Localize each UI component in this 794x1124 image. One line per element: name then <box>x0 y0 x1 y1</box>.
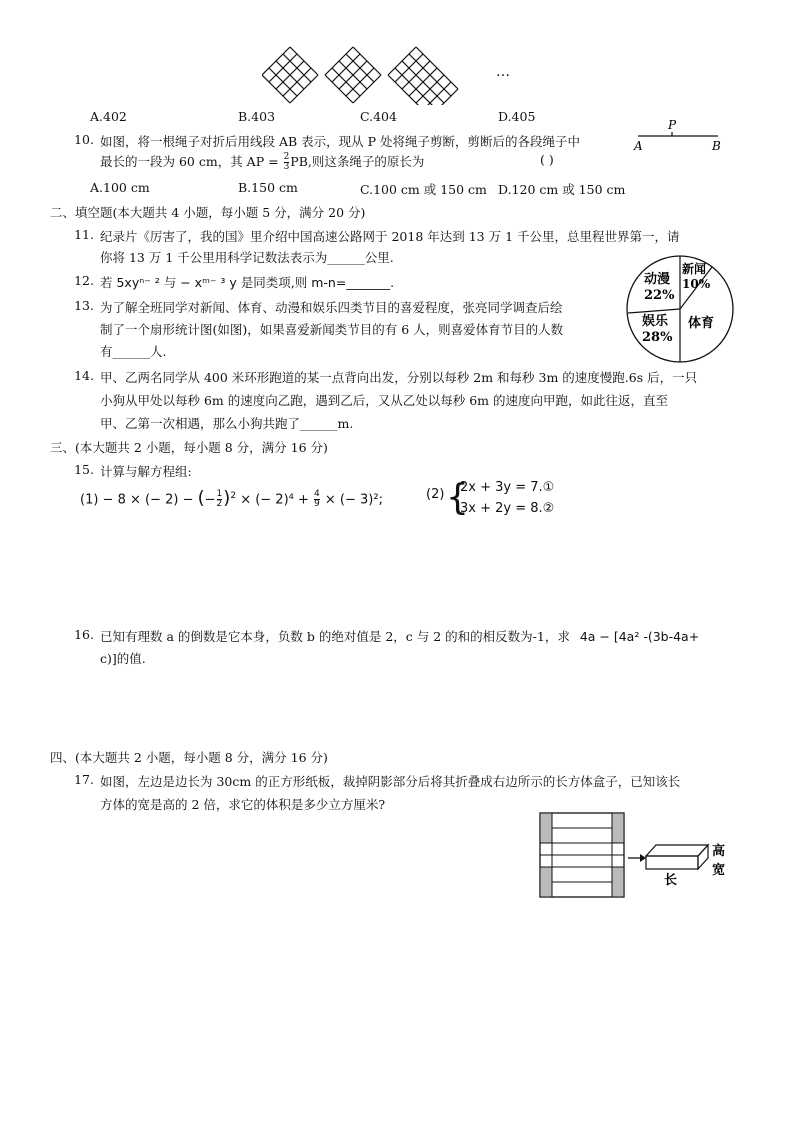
q15-minus: − <box>204 492 216 508</box>
section-4-title: 四、(本大题共 2 小题，每小题 8 分，满分 16 分) <box>50 750 328 765</box>
label-b: B <box>712 139 721 153</box>
q15-four-num: 4 <box>314 489 320 500</box>
segment-ab-figure <box>630 114 725 156</box>
q13-line1: 为了解全班同学对新闻、体育、动漫和娱乐四类节目的喜爱程度，张亮同学调查后绘 <box>100 300 563 315</box>
q9-option-d: D.405 <box>498 109 536 124</box>
q10-line1: 如图，将一根绳子对折后用线段 AB 表示，现从 P 处将绳子剪断，剪断后的各段绳子中 <box>100 134 581 149</box>
q14-line3: 甲、乙第一次相遇，那么小狗共跑了______m. <box>100 416 354 431</box>
section-3-title: 三、(本大题共 2 小题，每小题 8 分，满分 16 分) <box>50 440 328 455</box>
q15-half-fraction <box>217 490 223 509</box>
q15-part1-c: × (− 3)²; <box>324 492 383 508</box>
q13-line2: 制了一个扇形统计图(如图)，如果喜爱新闻类节目的有 6 人，则喜爱体育节目的人数 <box>100 322 564 337</box>
lattice-line <box>388 75 430 105</box>
box-net-figure <box>536 808 736 904</box>
lattice-line <box>430 89 458 105</box>
label-gao: 高 <box>712 844 726 859</box>
q10-answer-paren: ( ) <box>540 152 554 167</box>
pie-label-tiyu: 体育 <box>688 316 715 331</box>
q15-four-ninths <box>314 490 320 509</box>
cuboid-front <box>646 856 698 869</box>
q11-line2: 你将 13 万 1 千公里用科学记数法表示为______公里. <box>100 250 394 265</box>
pie-label-dongman-pct: 22% <box>644 288 675 303</box>
cuboid-side <box>698 845 708 869</box>
q10-number: 10. <box>74 132 94 147</box>
q10-line2-b: PB,则这条绳子的原长为 <box>290 154 425 169</box>
pie-divider-left <box>628 309 680 313</box>
q10-option-b: B.150 cm <box>238 180 298 195</box>
q15-part2-label: (2) <box>426 487 445 502</box>
pie-label-xinwen: 新闻 <box>682 262 707 276</box>
q17-line1: 如图，左边是边长为 30cm 的正方形纸板，裁掉阴影部分后将其折叠成右边所示的长方体盒子，已知该长 <box>100 774 681 789</box>
q15-open-paren: ( <box>197 487 205 509</box>
label-kuan: 宽 <box>712 863 726 878</box>
q14-line1: 甲、乙两名同学从 400 米环形跑道的某一点背向出发，分别以每秒 2m 和每秒 3m 的速度慢跑.6s 后，一只 <box>100 370 698 385</box>
q17-line2: 方体的宽是高的 2 倍，求它的体积是多少立方厘米? <box>100 797 386 812</box>
q9-option-a: A.402 <box>90 109 127 124</box>
diamond-pattern-2 <box>325 47 381 103</box>
q11-line1: 纪录片《厉害了，我的国》里介绍中国高速公路网于 2018 年达到 13 万 1 千公里，总里程世界第一，请 <box>100 229 680 244</box>
q10-fraction <box>284 153 290 172</box>
q14-number: 14. <box>74 368 94 383</box>
q15-four-den: 9 <box>314 499 320 510</box>
shade-bottom-right <box>612 867 624 897</box>
diamond-pattern-1 <box>262 47 318 103</box>
q10-frac-num: 2 <box>283 152 290 162</box>
pie-chart-figure <box>624 253 740 365</box>
shade-bottom-left <box>540 867 552 897</box>
pie-label-xinwen-pct: 10% <box>682 277 711 291</box>
q16-expr: 4a − [4a² -(3b-4a+ <box>579 629 700 644</box>
shade-top-left <box>540 813 552 843</box>
q12-number: 12. <box>74 273 94 288</box>
q15-part1-b: × (− 2)⁴ + <box>240 492 309 508</box>
q15-eq2: 3x + 2y = 8.② <box>460 501 555 516</box>
q15-sup-2: 2 <box>230 491 237 501</box>
pie-label-yule: 娱乐 <box>642 314 669 329</box>
pie-label-dongman: 动漫 <box>644 272 671 287</box>
q15-number: 15. <box>74 462 94 477</box>
pattern-ellipsis: … <box>496 64 510 80</box>
q10-option-d: D.120 cm 或 150 cm <box>498 182 626 197</box>
shade-top-right <box>612 813 624 843</box>
q14-line2: 小狗从甲处以每秒 6m 的速度向乙跑，遇到乙后，又从乙处以每秒 6m 的速度向甲跑，如此往返，直至 <box>100 393 669 408</box>
diamond-pattern-3 <box>388 47 458 105</box>
label-p: P <box>668 118 677 132</box>
label-a: A <box>634 139 643 153</box>
q10-line2 <box>100 152 424 172</box>
q12-text: 若 5xyⁿ⁻ ² 与 − xᵐ⁻ ³ y 是同类项,则 m-n=_______. <box>100 275 395 290</box>
q15-eq1: 2x + 3y = 7.① <box>460 480 555 495</box>
pie-label-yule-pct: 28% <box>642 330 673 345</box>
q17-number: 17. <box>74 772 94 787</box>
label-chang: 长 <box>664 873 678 888</box>
q10-line2-a: 最长的一段为 60 cm，其 AP = <box>100 154 279 169</box>
q16-line1-text: 已知有理数 a 的倒数是它本身，负数 b 的绝对值是 2，c 与 2 的和的相反数为-1，求 <box>100 629 570 644</box>
q15-part1-a: (1) − 8 × (− 2) − <box>80 492 194 508</box>
q15-half-num: 1 <box>216 489 223 500</box>
q16-line1 <box>100 627 699 645</box>
q16-line2: c)]的值. <box>100 651 146 666</box>
q13-number: 13. <box>74 298 94 313</box>
section-2-title: 二、填空题(本大题共 4 小题，每小题 5 分，满分 20 分) <box>50 205 366 220</box>
q16-number: 16. <box>74 627 94 642</box>
q11-number: 11. <box>74 227 94 242</box>
arrow-head <box>640 854 646 862</box>
q15-close-paren: ) <box>223 487 231 509</box>
q9-option-b: B.403 <box>238 109 276 124</box>
q15-half-den: 2 <box>216 499 223 510</box>
diamond-pattern-figure <box>262 45 512 105</box>
q9-option-c: C.404 <box>360 109 397 124</box>
q10-option-a: A.100 cm <box>90 180 150 195</box>
q15-title: 计算与解方程组: <box>100 464 192 479</box>
q10-option-c: C.100 cm 或 150 cm <box>360 182 487 197</box>
q13-line3: 有______人. <box>100 344 167 359</box>
q15-part1 <box>80 486 383 510</box>
q10-frac-den: 3 <box>283 162 290 172</box>
q15-brace: { <box>446 477 469 518</box>
